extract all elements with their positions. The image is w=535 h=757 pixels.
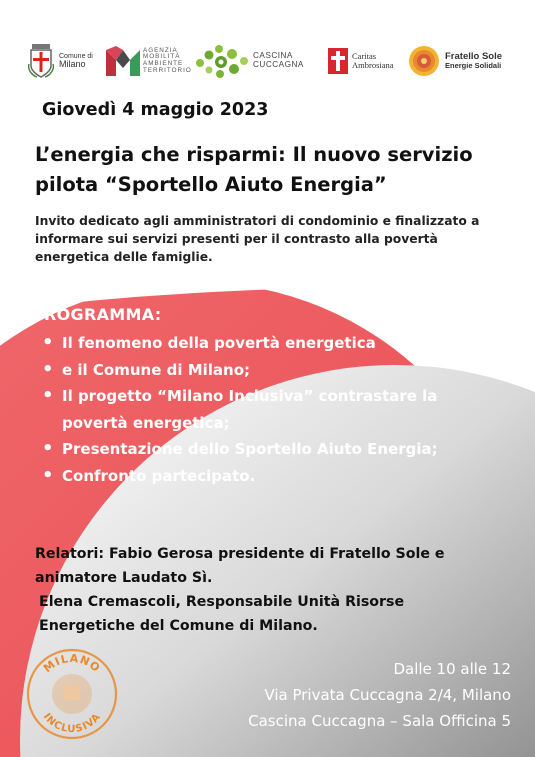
- programma-list: [40, 330, 460, 489]
- mi-logo-top: MILANO: [41, 651, 104, 676]
- logo-cascina-cuccagna: [194, 38, 304, 84]
- caritas-cross-icon: [328, 48, 348, 74]
- agenzia-line4: TERRITORIO: [143, 66, 192, 74]
- relatori-line2: Elena Cremascoli, Responsabile Unità Risorse Energetiche del Comune di Milano.: [39, 594, 405, 634]
- milano-crest-icon: [28, 44, 54, 78]
- cascina-line2: CUCCAGNA: [253, 60, 304, 69]
- logo-fratello-sole: [408, 38, 502, 84]
- mi-logo-bottom: INCLUSIVA: [40, 711, 104, 736]
- event-title-line1: L’energia che risparmi: Il nuovo servizio: [35, 143, 473, 166]
- event-time: Dalle 10 alle 12: [393, 660, 511, 678]
- agenzia-line1: AGENZIA: [143, 46, 178, 54]
- agenzia-line2: MOBILITÀ: [143, 53, 181, 61]
- event-title: [35, 140, 505, 200]
- logo-agenzia-mobilita: [106, 38, 192, 84]
- logo-comune-milano: [28, 38, 93, 84]
- programma-item: • Il fenomeno della povertà energetica: [40, 330, 460, 357]
- agenzia-line3: AMBIENTE: [143, 60, 184, 67]
- event-intro: Invito dedicato agli amministratori di condominio e finalizzato a informare sui servizi presenti per il contrasto alla povertà energetica delle famiglie.: [35, 214, 480, 264]
- partner-logos: [0, 38, 535, 88]
- event-venue: Cascina Cuccagna – Sala Officina 5: [248, 712, 511, 730]
- logo-caritas: [328, 38, 394, 84]
- event-info: [248, 656, 511, 734]
- programma-item: • Confronto partecipato.: [40, 463, 460, 490]
- relatori-line1: Relatori: Fabio Gerosa presidente di Fratello Sole e animatore Laudato Sì.: [35, 546, 445, 586]
- programma-item: • Il progetto “Milano Inclusiva” contrastare la povertà energetica;: [40, 383, 460, 436]
- caritas-line1: Caritas: [352, 51, 377, 62]
- cascina-line1: CASCINA: [253, 51, 293, 61]
- programma-item: • Presentazione dello Sportello Aiuto Energia;: [40, 436, 460, 463]
- event-date: Giovedì 4 maggio 2023: [42, 100, 269, 120]
- milano-inclusiva-logo: [26, 648, 118, 740]
- fratello-line2: Energie Solidali: [445, 61, 502, 71]
- event-address: Via Privata Cuccagna 2/4, Milano: [264, 686, 511, 704]
- programma-item: • e il Comune di Milano;: [40, 357, 460, 384]
- relatori-section: [35, 542, 505, 638]
- fratello-line1: Fratello Sole: [445, 51, 503, 63]
- event-title-line2: pilota “Sportello Aiuto Energia”: [35, 173, 387, 196]
- amat-m-icon: [106, 46, 140, 76]
- comune-line2: Milano: [59, 58, 86, 69]
- cuccagna-dots-icon: [194, 43, 250, 79]
- programma-title: PROGRAMMA:: [32, 305, 162, 324]
- sun-icon: [408, 45, 440, 77]
- comune-line1: Comune di: [59, 52, 93, 60]
- caritas-line2: Ambrosiana: [352, 60, 394, 70]
